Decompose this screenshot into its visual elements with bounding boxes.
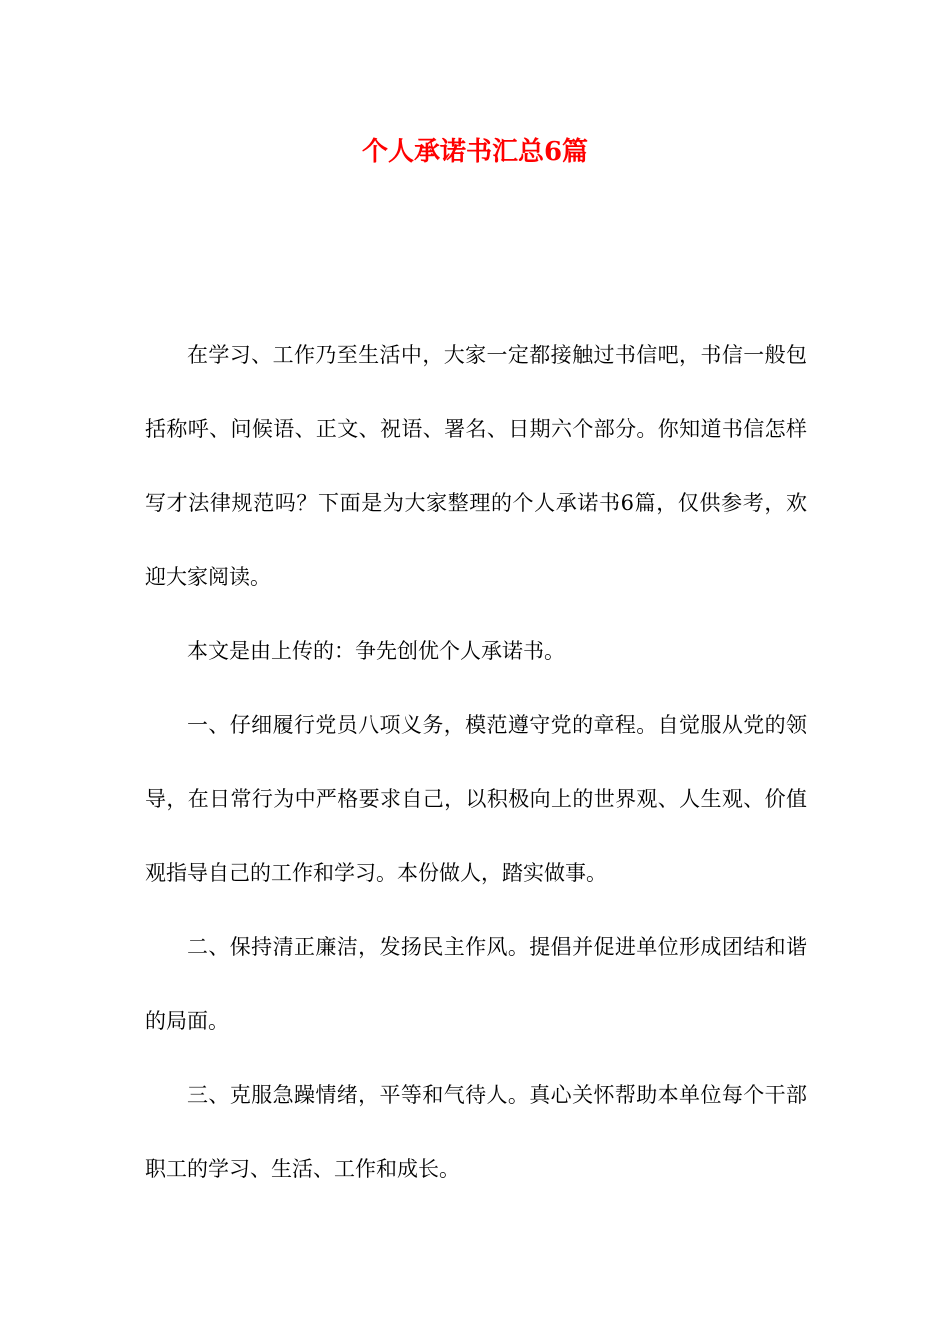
- document-title: 个人承诺书汇总6篇: [361, 137, 589, 167]
- document-body: [145, 318, 807, 1206]
- paragraph-item-1: 一、仔细履行党员八项义务，模范遵守党的章程。自觉服从党的领导，在日常行为中严格要求自己，以积极向上的世界观、人生观、价值观指导自己的工作和学习。本份做人，踏实做事。: [145, 713, 807, 885]
- paragraph-source: 本文是由上传的：争先创优个人承诺书。: [187, 639, 565, 663]
- paragraph-intro: 在学习、工作乃至生活中，大家一定都接触过书信吧，书信一般包括称呼、问候语、正文、祝语、署名、日期六个部分。你知道书信怎样写才法律规范吗？下面是为大家整理的个人承诺书6篇，仅供参考，欢迎大家阅读。: [145, 343, 807, 589]
- paragraph-item-3: 三、克服急躁情绪，平等和气待人。真心关怀帮助本单位每个干部职工的学习、生活、工作和成长。: [145, 1083, 807, 1181]
- paragraph-item-2: 二、保持清正廉洁，发扬民主作风。提倡并促进单位形成团结和谐的局面。: [145, 935, 807, 1033]
